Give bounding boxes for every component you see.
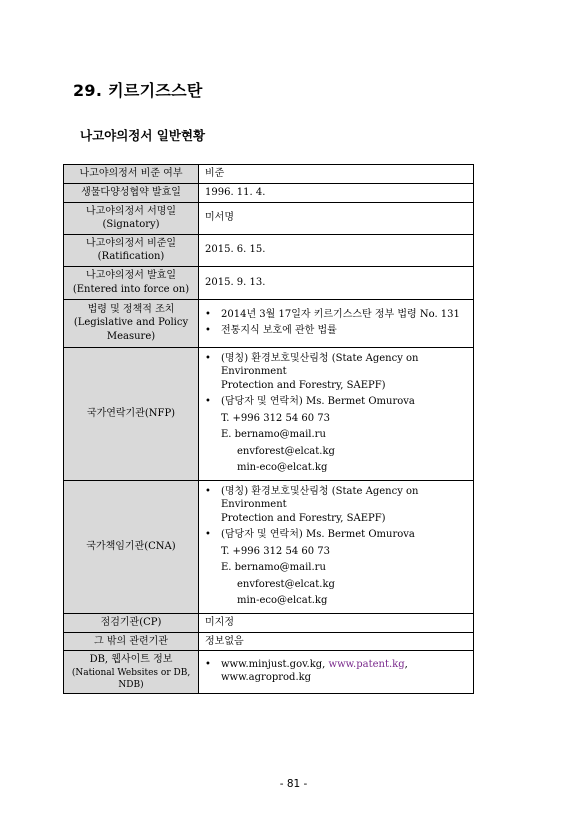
table-row bbox=[64, 266, 474, 299]
bullet-item: • 2014년 3월 17일자 키르기스스탄 정부 법령 No. 131 bbox=[205, 308, 467, 322]
section-subtitle: 나고야의정서 일반현황 bbox=[80, 128, 206, 143]
label-line: DB, 웹사이트 정보 bbox=[89, 654, 173, 665]
bullet-item: • 전통지식 보호에 관한 법률 bbox=[205, 324, 467, 338]
row-value: 미지정 bbox=[199, 613, 474, 632]
page-number: - 81 - bbox=[279, 778, 308, 790]
row-value bbox=[199, 299, 474, 347]
agency-line: (명칭) 환경보호및산림청 (State Agency on Environment bbox=[221, 485, 419, 510]
label-korean: 나고야의정서 발효일 bbox=[85, 270, 177, 281]
general-status-table bbox=[63, 164, 474, 694]
row-label bbox=[64, 202, 199, 234]
row-label bbox=[64, 299, 199, 347]
label-line: (Legislative and Policy bbox=[73, 317, 189, 329]
row-value bbox=[199, 480, 474, 613]
website-link[interactable]: www.patent.kg bbox=[328, 658, 405, 670]
table-row bbox=[64, 613, 474, 632]
label-korean: 나고야의정서 서명일 bbox=[85, 205, 177, 217]
contact-person: • (담당자 및 연락처) Ms. Bermet Omurova bbox=[205, 395, 467, 409]
agency-name bbox=[205, 352, 467, 393]
agency-line: (명칭) 환경보호및산림청 (State Agency on Environment bbox=[221, 352, 419, 377]
label-english: (Signatory) bbox=[102, 219, 160, 230]
agency-name bbox=[205, 485, 467, 526]
row-value: 2015. 6. 15. bbox=[199, 234, 474, 266]
table-row bbox=[64, 347, 474, 480]
label-english: (Ratification) bbox=[97, 251, 165, 262]
table-row bbox=[64, 480, 474, 613]
row-value bbox=[199, 347, 474, 480]
contact-email: envforest@elcat.kg bbox=[237, 578, 335, 590]
row-label bbox=[64, 234, 199, 266]
contact-email: E. bernamo@mail.ru bbox=[221, 562, 326, 573]
website-link[interactable]: www.minjust.gov.kg, bbox=[221, 658, 329, 670]
label-line: Measure) bbox=[106, 330, 156, 342]
row-label: 점검기관(CP) bbox=[64, 613, 199, 632]
row-label: 국가책임기관(CNA) bbox=[64, 480, 199, 613]
label-line: 법령 및 정책적 조치 bbox=[87, 303, 175, 315]
row-label: 나고야의정서 비준 여부 bbox=[64, 165, 199, 184]
table-row bbox=[64, 202, 474, 234]
contact-email: min-eco@elcat.kg bbox=[237, 595, 328, 606]
row-label bbox=[64, 651, 199, 694]
table-row bbox=[64, 651, 474, 694]
row-value: 1996. 11. 4. bbox=[199, 184, 474, 203]
label-korean: 나고야의정서 비준일 bbox=[85, 237, 177, 249]
row-value: 미서명 bbox=[199, 202, 474, 234]
row-label: 국가연락기관(NFP) bbox=[64, 347, 199, 480]
row-value: 정보없음 bbox=[199, 632, 474, 651]
table-row bbox=[64, 299, 474, 347]
row-label: 생물다양성협약 발효일 bbox=[64, 184, 199, 203]
contact-tel: T. +996 312 54 60 73 bbox=[221, 545, 330, 557]
contact-email: E. bernamo@mail.ru bbox=[221, 429, 326, 440]
row-value: 비준 bbox=[199, 165, 474, 184]
contact-email: min-eco@elcat.kg bbox=[237, 462, 328, 473]
page-title: 29. 키르기즈스탄 bbox=[73, 81, 203, 100]
website-list bbox=[205, 658, 467, 685]
table-row bbox=[64, 632, 474, 651]
contact-tel: T. +996 312 54 60 73 bbox=[221, 412, 330, 424]
table-row bbox=[64, 234, 474, 266]
table-row bbox=[64, 184, 474, 203]
website-link[interactable]: , www.agroprod.kg bbox=[221, 658, 408, 684]
row-value: 2015. 9. 13. bbox=[199, 266, 474, 299]
contact-email: envforest@elcat.kg bbox=[237, 445, 335, 457]
agency-line: Protection and Forestry, SAEPF) bbox=[221, 512, 386, 524]
table-row bbox=[64, 165, 474, 184]
row-label: 그 밖의 관련기관 bbox=[64, 632, 199, 651]
row-value bbox=[199, 651, 474, 694]
contact-person: • (담당자 및 연락처) Ms. Bermet Omurova bbox=[205, 528, 467, 542]
label-line: (National Websites or DB, NDB) bbox=[71, 667, 191, 690]
agency-line: Protection and Forestry, SAEPF) bbox=[221, 379, 386, 391]
label-english: (Entered into force on) bbox=[72, 283, 190, 295]
row-label bbox=[64, 266, 199, 299]
